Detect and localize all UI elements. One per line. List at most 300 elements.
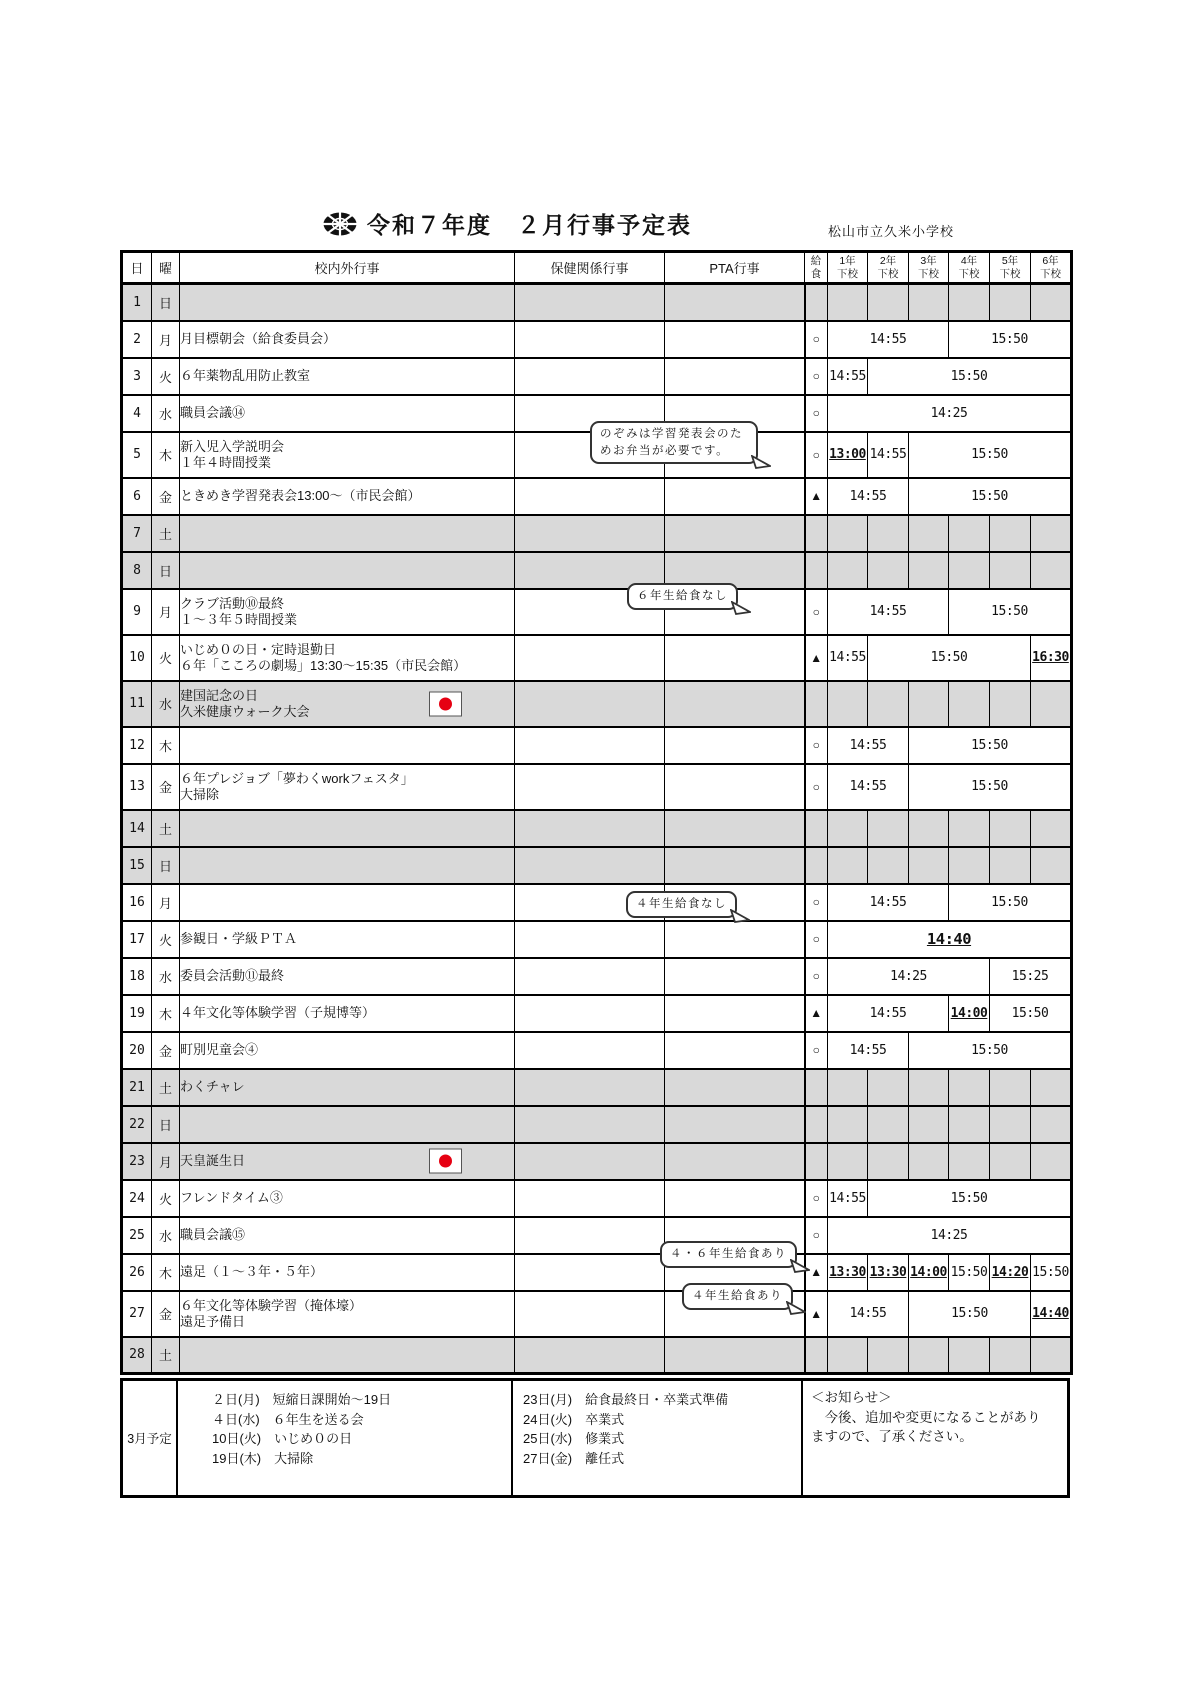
dismissal-time: 15:50 — [971, 779, 1008, 794]
dismissal-time-cell — [828, 847, 868, 884]
dismissal-time: 14:55 — [869, 447, 907, 462]
callout-tail-icon — [790, 1259, 810, 1273]
page-title-block — [322, 207, 692, 240]
event-text: 建国記念の日 — [180, 687, 259, 703]
event-text: ときめき学習発表会13:00～（市民会館） — [180, 488, 421, 504]
dismissal-time-cell — [828, 1143, 868, 1180]
pta-events-cell — [665, 847, 805, 884]
weekday-cell: 日 — [152, 1106, 180, 1143]
day-cell: 1 — [122, 284, 152, 321]
dismissal-time-cell — [828, 1032, 909, 1069]
events-cell — [180, 552, 515, 589]
pta-events-cell — [665, 358, 805, 395]
events-cell — [180, 1217, 515, 1254]
lunch-mark-cell — [805, 681, 828, 727]
lunch-mark-cell — [805, 810, 828, 847]
events-cell — [180, 1069, 515, 1106]
dismissal-time: 14:25 — [890, 968, 927, 984]
dismissal-time-cell — [828, 395, 1072, 432]
lunch-mark-cell — [805, 1337, 828, 1374]
event-text: １年４時間授業 — [180, 454, 272, 470]
pta-events-cell — [665, 1069, 805, 1106]
lunch-mark-cell: ○ — [805, 321, 828, 358]
health-events-cell — [515, 1032, 665, 1069]
dismissal-time-cell — [868, 1106, 909, 1143]
day-cell: 22 — [122, 1106, 152, 1143]
notice-body-line1: 今後、追加や変更になることがあり — [811, 1409, 1041, 1425]
dismissal-time-cell — [990, 958, 1072, 995]
lunch-mark-cell: ▲ — [805, 1254, 828, 1291]
page-title: 令和７年度 ２月行事予定表 — [367, 212, 692, 238]
health-events-cell — [515, 478, 665, 515]
table-row — [122, 764, 1072, 810]
table-row — [122, 727, 1072, 764]
march-schedule-item: 25日(水) 修業式 — [523, 1431, 625, 1446]
dismissal-time-cell — [828, 589, 949, 635]
table-row — [122, 1143, 1072, 1180]
events-cell — [180, 810, 515, 847]
day-cell: 17 — [122, 921, 152, 958]
pta-events-cell — [665, 958, 805, 995]
dismissal-time: 15:50 — [951, 1306, 988, 1321]
dismissal-time: 14:00 — [950, 1005, 988, 1021]
dismissal-time-cell — [828, 432, 868, 478]
weekday-cell: 土 — [152, 810, 180, 847]
flag-sun-disc — [439, 1155, 452, 1168]
lunch-mark-cell — [805, 1069, 828, 1106]
lunch-mark-cell: ○ — [805, 921, 828, 958]
dismissal-time: 14:25 — [930, 1227, 968, 1243]
dismissal-time: 14:40 — [1032, 1306, 1069, 1321]
callout-tail-icon — [731, 601, 751, 615]
events-cell — [180, 1254, 515, 1291]
day-cell: 8 — [122, 552, 152, 589]
event-text: ６年「こころの劇場」13:30～15:35（市民会館） — [180, 657, 467, 673]
pta-events-cell — [665, 1180, 805, 1217]
events-cell — [180, 1032, 515, 1069]
dismissal-time-cell — [949, 884, 1072, 921]
event-text: 新入児入学説明会 — [180, 438, 285, 454]
japan-flag-icon — [429, 691, 462, 716]
table-row — [122, 1106, 1072, 1143]
health-events-cell — [515, 321, 665, 358]
dismissal-time: 13:30 — [829, 1264, 866, 1280]
dismissal-time-cell — [990, 1254, 1031, 1291]
health-events-cell — [515, 358, 665, 395]
dismissal-time-cell — [1031, 515, 1072, 552]
lunch-mark-cell: ▲ — [805, 635, 828, 681]
weekday-cell: 月 — [152, 884, 180, 921]
lunch-mark-cell — [805, 847, 828, 884]
dismissal-time-cell — [990, 1069, 1031, 1106]
dismissal-time-cell — [828, 681, 868, 727]
dismissal-time-cell — [868, 681, 909, 727]
dismissal-time-cell — [909, 432, 1072, 478]
dismissal-time-cell — [1031, 1143, 1072, 1180]
dismissal-time-cell — [949, 589, 1072, 635]
weekday-cell: 金 — [152, 1291, 180, 1337]
schedule-table — [120, 250, 1073, 1375]
table-row — [122, 1254, 1072, 1291]
march-schedule-item: 27日(金) 離任式 — [523, 1450, 625, 1466]
weekday-cell: 月 — [152, 589, 180, 635]
dismissal-time: 15:50 — [971, 447, 1008, 462]
notice-title: ＜お知らせ＞ — [811, 1390, 892, 1405]
dismissal-time-cell — [1031, 552, 1072, 589]
events-cell — [180, 847, 515, 884]
dismissal-time-cell — [868, 552, 909, 589]
events-cell — [180, 589, 515, 635]
dismissal-time: 16:30 — [1032, 650, 1069, 665]
col-header-health: 保健関係行事 — [515, 252, 665, 284]
col-header-grade-dismissal: 4年 下校 — [949, 252, 990, 284]
dismissal-time: 15:50 — [971, 1042, 1008, 1058]
lunch-mark-cell: ○ — [805, 727, 828, 764]
dismissal-time-cell — [949, 1337, 990, 1374]
day-cell: 10 — [122, 635, 152, 681]
dismissal-time-cell — [990, 1106, 1031, 1143]
col-header-weekday: 曜 — [152, 252, 180, 284]
dismissal-time-cell — [828, 635, 868, 681]
weekday-cell: 木 — [152, 432, 180, 478]
lunch-mark-cell — [805, 284, 828, 321]
dismissal-time-cell — [909, 1143, 949, 1180]
pta-events-cell — [665, 727, 805, 764]
dismissal-time: 15:50 — [950, 1190, 988, 1206]
event-text: １～３年５時間授業 — [180, 611, 298, 627]
weekday-cell: 木 — [152, 995, 180, 1032]
dismissal-time-cell — [828, 1337, 868, 1374]
dismissal-time-cell — [949, 321, 1072, 358]
events-cell — [180, 432, 515, 478]
event-text: いじめ０の日・定時退勤日 — [180, 641, 337, 657]
weekday-cell: 火 — [152, 1180, 180, 1217]
health-events-cell — [515, 1217, 665, 1254]
notice-box — [803, 1381, 1067, 1495]
day-cell: 9 — [122, 589, 152, 635]
callout-lunch-4th: ４年生給食あり — [682, 1283, 793, 1310]
pta-events-cell — [665, 1337, 805, 1374]
pta-events-cell — [665, 1032, 805, 1069]
event-text: ４年文化等体験学習（子規博等） — [180, 1005, 376, 1021]
weekday-cell: 金 — [152, 764, 180, 810]
dismissal-time: 15:50 — [991, 331, 1028, 347]
dismissal-time: 14:55 — [849, 779, 887, 794]
day-cell: 21 — [122, 1069, 152, 1106]
table-row — [122, 635, 1072, 681]
pta-events-cell — [665, 810, 805, 847]
dismissal-time-cell — [868, 1180, 1072, 1217]
event-text: ６年薬物乱用防止教室 — [180, 368, 311, 384]
event-text: フレンドタイム③ — [180, 1190, 283, 1206]
events-cell — [180, 727, 515, 764]
dismissal-time-cell — [990, 810, 1031, 847]
dismissal-time: 15:50 — [950, 368, 988, 384]
events-cell — [180, 681, 515, 727]
weekday-cell: 火 — [152, 921, 180, 958]
col-header-grade-dismissal: 2年 下校 — [868, 252, 909, 284]
dismissal-time-cell — [990, 284, 1031, 321]
table-row — [122, 995, 1072, 1032]
dismissal-time-cell — [868, 1337, 909, 1374]
weekday-cell: 木 — [152, 727, 180, 764]
table-row — [122, 1180, 1072, 1217]
events-cell — [180, 1180, 515, 1217]
event-text: 久米健康ウォーク大会 — [180, 703, 310, 719]
dismissal-time: 14:20 — [991, 1264, 1029, 1280]
col-header-lunch: 給 食 — [805, 252, 828, 284]
dismissal-time-cell — [1031, 284, 1072, 321]
day-cell: 7 — [122, 515, 152, 552]
col-header-grade-dismissal: 3年 下校 — [909, 252, 949, 284]
march-schedule-item: 10日(火) いじめ０の日 — [212, 1431, 353, 1446]
dismissal-time: 15:50 — [991, 894, 1028, 910]
dismissal-time-cell — [909, 1032, 1072, 1069]
day-cell: 5 — [122, 432, 152, 478]
table-row — [122, 884, 1072, 921]
dismissal-time: 14:55 — [829, 650, 866, 665]
callout-tail-icon — [751, 455, 771, 469]
weekday-cell: 日 — [152, 284, 180, 321]
table-row — [122, 1069, 1072, 1106]
events-cell — [180, 1291, 515, 1337]
lunch-mark-cell — [805, 552, 828, 589]
dismissal-time-cell — [868, 358, 1072, 395]
dismissal-time-cell — [909, 810, 949, 847]
dismissal-time-cell — [828, 1291, 909, 1337]
callout-tail-icon — [786, 1301, 806, 1315]
lunch-mark-cell: ○ — [805, 1032, 828, 1069]
col-header-grade-dismissal: 6年 下校 — [1031, 252, 1072, 284]
day-cell: 13 — [122, 764, 152, 810]
dismissal-time-cell — [868, 515, 909, 552]
table-row — [122, 358, 1072, 395]
day-cell: 23 — [122, 1143, 152, 1180]
dismissal-time-cell — [868, 847, 909, 884]
lunch-mark-cell: ▲ — [805, 478, 828, 515]
dismissal-time-cell — [828, 764, 909, 810]
weekday-cell: 金 — [152, 478, 180, 515]
pta-events-cell — [665, 321, 805, 358]
dismissal-time: 14:00 — [910, 1264, 947, 1280]
weekday-cell: 火 — [152, 358, 180, 395]
dismissal-time-cell — [949, 1143, 990, 1180]
day-cell: 11 — [122, 681, 152, 727]
table-row — [122, 321, 1072, 358]
pta-events-cell — [665, 478, 805, 515]
dismissal-time-cell — [990, 1337, 1031, 1374]
day-cell: 16 — [122, 884, 152, 921]
day-cell: 26 — [122, 1254, 152, 1291]
weekday-cell: 月 — [152, 1143, 180, 1180]
weekday-cell: 月 — [152, 321, 180, 358]
dismissal-time: 14:55 — [849, 1306, 887, 1321]
dismissal-time-cell — [909, 515, 949, 552]
table-row — [122, 589, 1072, 635]
health-events-cell — [515, 1106, 665, 1143]
health-events-cell — [515, 1180, 665, 1217]
day-cell: 24 — [122, 1180, 152, 1217]
health-events-cell — [515, 635, 665, 681]
table-row — [122, 921, 1072, 958]
health-events-cell — [515, 921, 665, 958]
day-cell: 14 — [122, 810, 152, 847]
health-events-cell — [515, 958, 665, 995]
lunch-mark-cell: ○ — [805, 884, 828, 921]
dismissal-time-cell — [909, 284, 949, 321]
dismissal-time: 13:30 — [869, 1264, 907, 1280]
march-label: 3月予定 — [123, 1381, 178, 1495]
event-text: 職員会議⑭ — [180, 405, 246, 421]
japan-flag-icon — [429, 1149, 462, 1174]
march-list-right — [513, 1381, 803, 1495]
dismissal-time-cell — [828, 358, 868, 395]
weekday-cell: 水 — [152, 395, 180, 432]
callout-no-lunch-6th: ６年生給食なし — [627, 583, 738, 610]
col-header-grade-dismissal: 5年 下校 — [990, 252, 1031, 284]
events-cell — [180, 284, 515, 321]
event-text: 月目標朝会（給食委員会） — [180, 331, 337, 347]
event-text: 町別児童会④ — [180, 1042, 259, 1058]
pta-events-cell — [665, 764, 805, 810]
dismissal-time-cell — [828, 1217, 1072, 1254]
lunch-mark-cell — [805, 515, 828, 552]
march-schedule-item: 19日(木) 大掃除 — [212, 1450, 314, 1466]
dismissal-time-cell — [990, 515, 1031, 552]
event-text: 天皇誕生日 — [180, 1153, 246, 1169]
event-text: 参観日・学級ＰＴＡ — [180, 931, 298, 947]
dismissal-time-cell — [1031, 1254, 1072, 1291]
dismissal-time-cell — [990, 552, 1031, 589]
lunch-mark-cell: ○ — [805, 764, 828, 810]
health-events-cell — [515, 847, 665, 884]
pta-events-cell — [665, 921, 805, 958]
march-schedule-item: ２日(月) 短縮日課開始～19日 — [212, 1392, 392, 1407]
events-cell — [180, 1143, 515, 1180]
dismissal-time-cell — [909, 478, 1072, 515]
dismissal-time: 14:40 — [926, 930, 972, 948]
dismissal-time-cell — [909, 681, 949, 727]
table-row — [122, 1291, 1072, 1337]
lunch-mark-cell: ○ — [805, 589, 828, 635]
events-cell — [180, 635, 515, 681]
march-preview-section — [120, 1378, 1070, 1498]
day-cell: 28 — [122, 1337, 152, 1374]
dismissal-time-cell — [868, 810, 909, 847]
march-schedule-item: ４日(水) ６年生を送る会 — [212, 1411, 364, 1427]
table-row — [122, 1337, 1072, 1374]
dismissal-time-cell — [990, 995, 1072, 1032]
table-row — [122, 478, 1072, 515]
events-cell — [180, 1106, 515, 1143]
health-events-cell — [515, 764, 665, 810]
dismissal-time: 15:50 — [1011, 1005, 1049, 1021]
table-row — [122, 810, 1072, 847]
health-events-cell — [515, 810, 665, 847]
lunch-mark-cell: ○ — [805, 358, 828, 395]
weekday-cell: 土 — [152, 1069, 180, 1106]
march-schedule-item: 23日(月) 給食最終日・卒業式準備 — [523, 1392, 729, 1407]
dismissal-time: 15:50 — [950, 1264, 988, 1280]
dismissal-time-cell — [949, 847, 990, 884]
table-row — [122, 552, 1072, 589]
march-list-left — [178, 1381, 513, 1495]
dismissal-time-cell — [1031, 1337, 1072, 1374]
lunch-mark-cell: ▲ — [805, 1291, 828, 1337]
dismissal-time-cell — [828, 1069, 868, 1106]
flag-sun-disc — [439, 697, 452, 710]
col-header-grade-dismissal: 1年 下校 — [828, 252, 868, 284]
day-cell: 15 — [122, 847, 152, 884]
event-text: ６年文化等体験学習（掩体壕） — [180, 1297, 363, 1313]
header-row — [122, 252, 1072, 284]
school-emblem-icon — [322, 210, 358, 238]
table-row — [122, 515, 1072, 552]
dismissal-time: 14:55 — [829, 368, 866, 384]
dismissal-time: 14:55 — [869, 331, 907, 347]
dismissal-time-cell — [990, 1143, 1031, 1180]
events-cell — [180, 958, 515, 995]
table-row — [122, 284, 1072, 321]
events-cell — [180, 921, 515, 958]
dismissal-time-cell — [828, 995, 949, 1032]
day-cell: 6 — [122, 478, 152, 515]
dismissal-time-cell — [828, 727, 909, 764]
lunch-mark-cell: ○ — [805, 1217, 828, 1254]
health-events-cell — [515, 1069, 665, 1106]
callout-no-lunch-4th: ４年生給食なし — [626, 891, 737, 918]
dismissal-time-cell — [909, 1291, 1031, 1337]
dismissal-time-cell — [909, 727, 1072, 764]
dismissal-time-cell — [828, 515, 868, 552]
dismissal-time: 13:00 — [829, 447, 866, 462]
pta-events-cell — [665, 284, 805, 321]
dismissal-time-cell — [828, 321, 949, 358]
dismissal-time: 14:25 — [930, 405, 968, 421]
callout-lunch-4-6: ４・６年生給食あり — [660, 1241, 797, 1268]
pta-events-cell — [665, 1106, 805, 1143]
weekday-cell: 木 — [152, 1254, 180, 1291]
lunch-mark-cell: ▲ — [805, 995, 828, 1032]
events-cell — [180, 321, 515, 358]
dismissal-time-cell — [949, 552, 990, 589]
dismissal-time-cell — [949, 1069, 990, 1106]
weekday-cell: 土 — [152, 1337, 180, 1374]
table-row — [122, 1217, 1072, 1254]
dismissal-time-cell — [949, 284, 990, 321]
dismissal-time: 14:55 — [869, 894, 907, 910]
dismissal-time-cell — [949, 515, 990, 552]
dismissal-time-cell — [828, 921, 1072, 958]
health-events-cell — [515, 284, 665, 321]
health-events-cell — [515, 995, 665, 1032]
dismissal-time: 14:55 — [869, 1005, 907, 1021]
dismissal-time: 14:55 — [869, 604, 907, 619]
dismissal-time-cell — [828, 884, 949, 921]
day-cell: 25 — [122, 1217, 152, 1254]
health-events-cell — [515, 1291, 665, 1337]
dismissal-time-cell — [868, 1254, 909, 1291]
event-text: わくチャレ — [180, 1079, 245, 1095]
dismissal-time: 15:50 — [971, 737, 1008, 753]
dismissal-time-cell — [909, 1254, 949, 1291]
dismissal-time-cell — [909, 764, 1072, 810]
school-name: 松山市立久米小学校 — [828, 224, 955, 239]
dismissal-time-cell — [949, 810, 990, 847]
dismissal-time-cell — [1031, 1069, 1072, 1106]
table-row — [122, 681, 1072, 727]
event-text: 遠足（１～３年・５年） — [180, 1264, 324, 1280]
